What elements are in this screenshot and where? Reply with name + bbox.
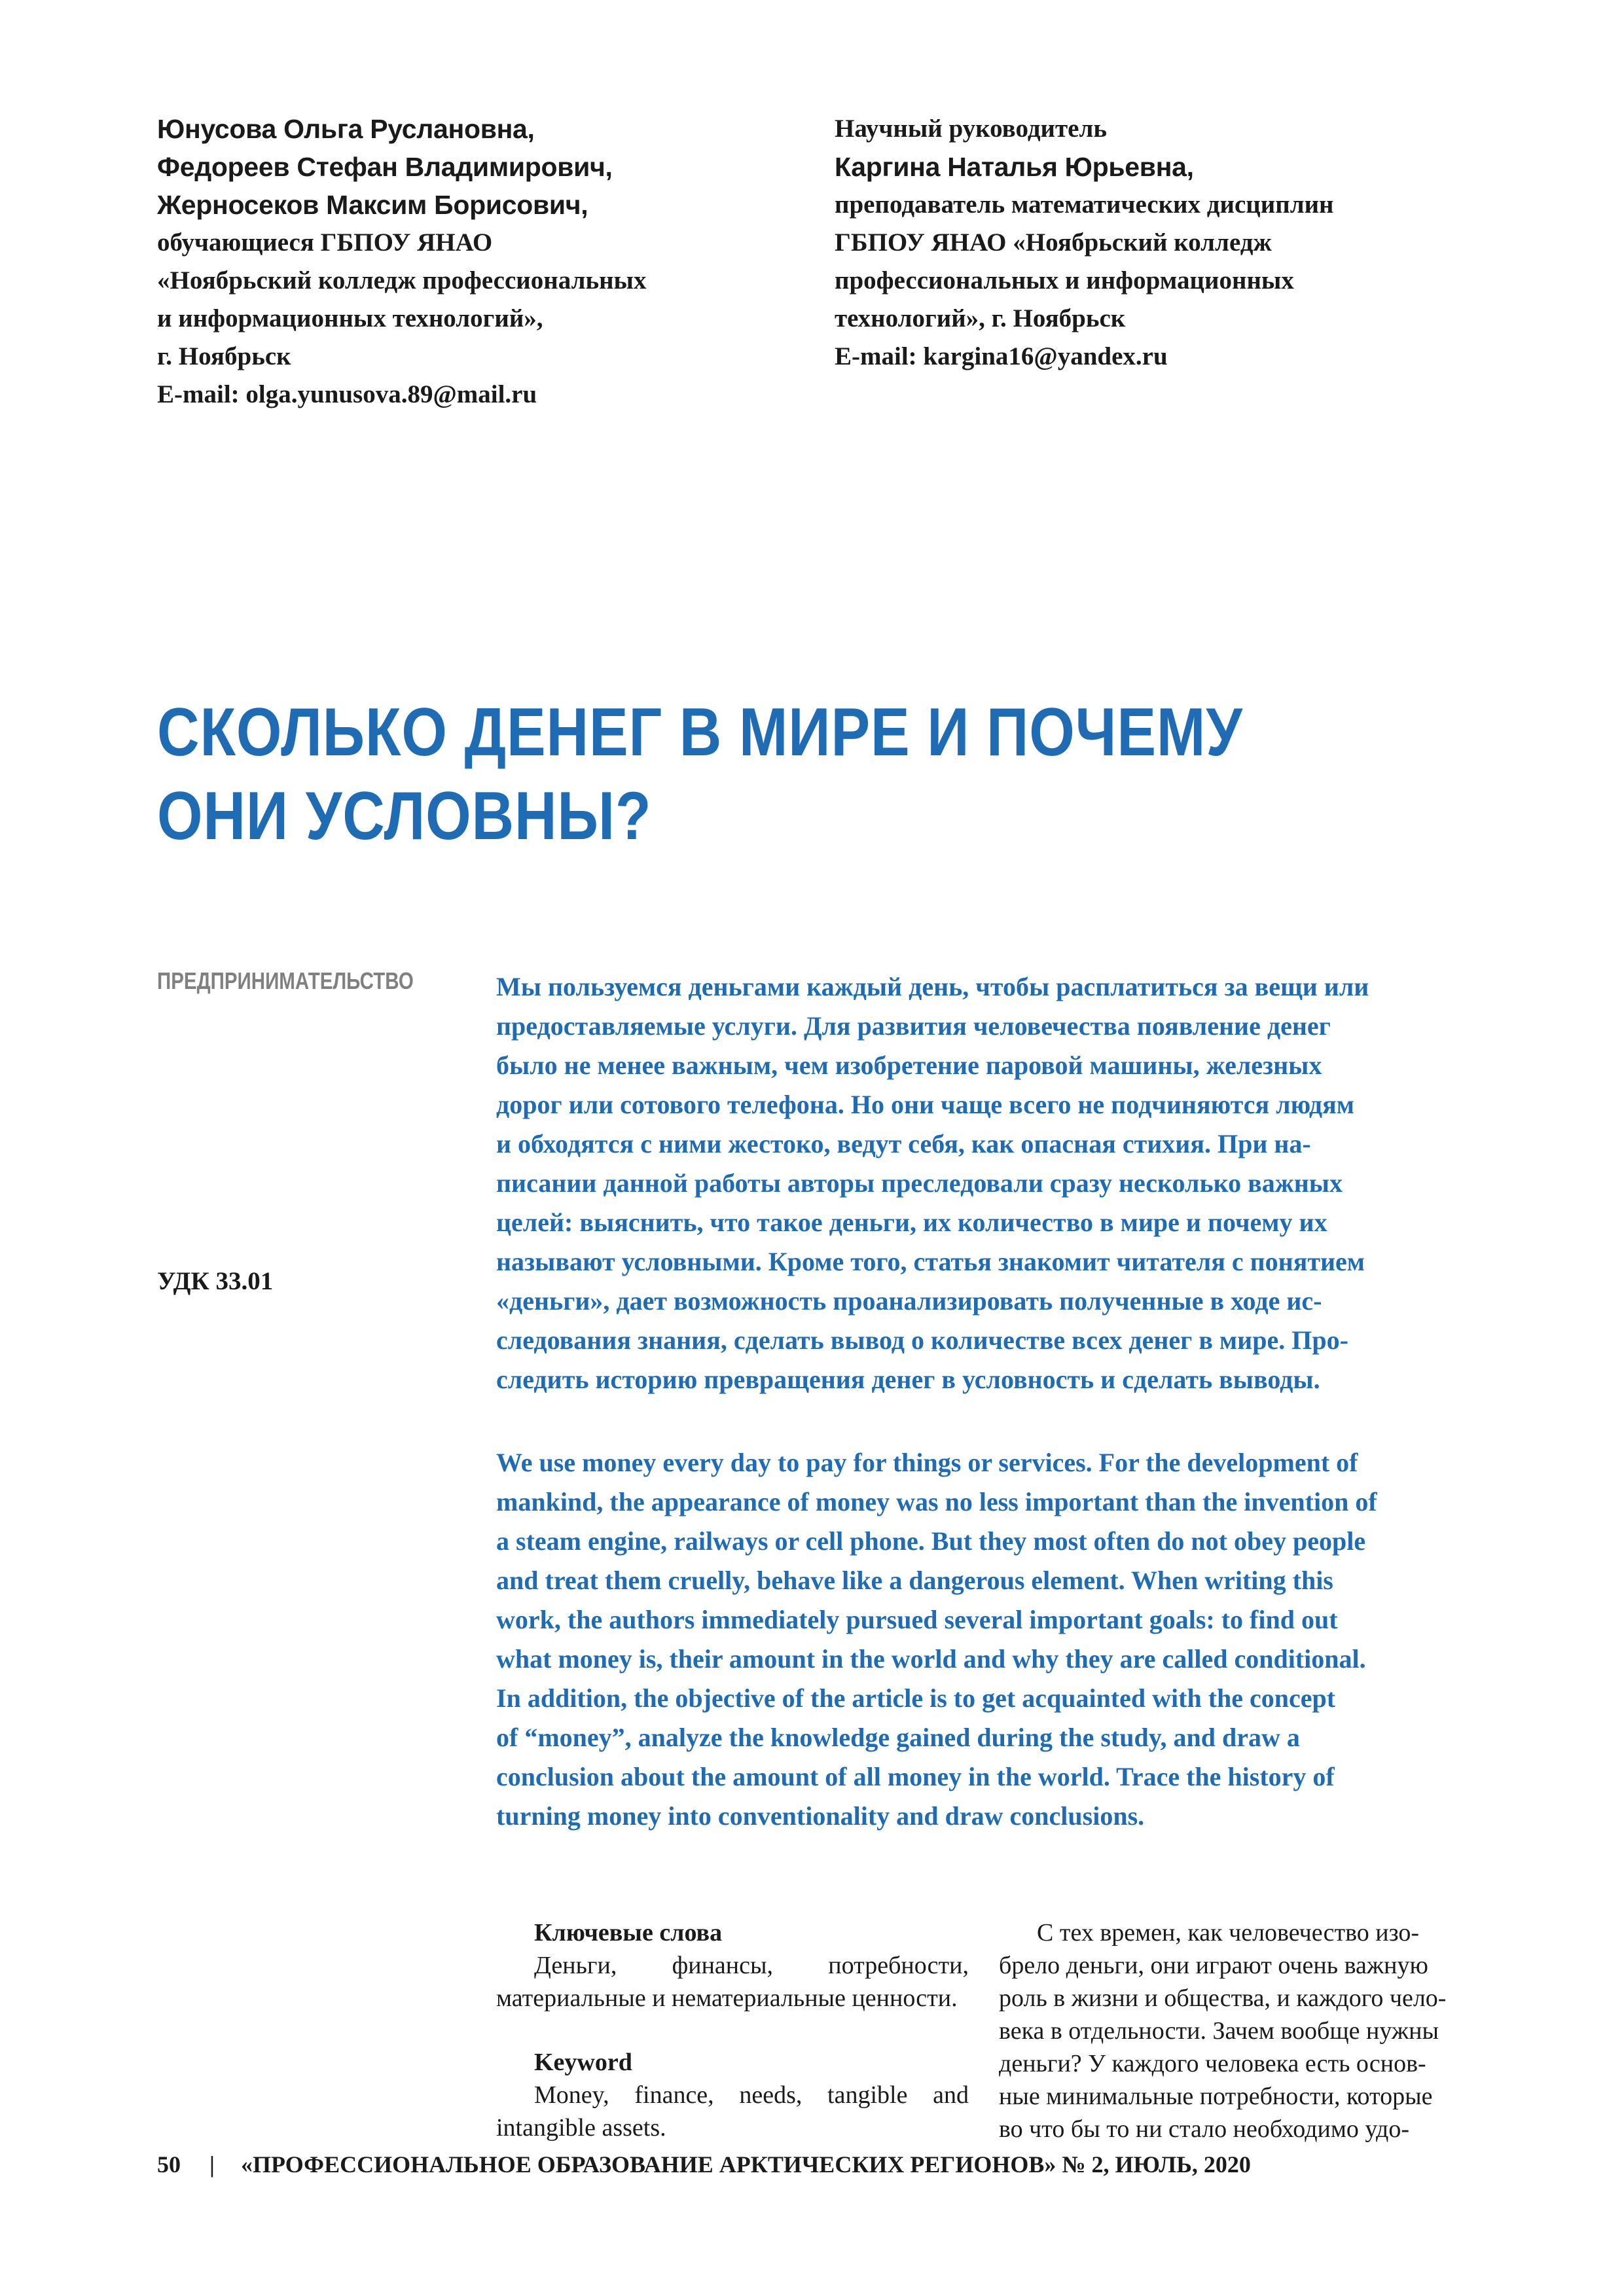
article-title [157, 691, 1311, 858]
body-line: века в отдельности. Зачем вообще нужны [999, 2017, 1439, 2045]
abstract-line: a steam engine, railways or cell phone. But they most often do not obey people [496, 1526, 1366, 1556]
abstract-line: следить историю превращения денег в условность и сделать выводы. [496, 1365, 1320, 1394]
keywords-ru-text: Деньги, финансы, потребности, материальные и нематериальные ценности. [496, 1952, 969, 2012]
advisor-position: технологий», г. Ноябрьск [835, 304, 1126, 332]
body-line: во что бы то ни стало необходимо удо- [999, 2115, 1409, 2143]
abstract-line: писании данной работы авторы преследовали сразу несколько важных [496, 1168, 1343, 1198]
advisor-block [835, 110, 1489, 376]
abstract-line: следования знания, сделать вывод о количестве всех денег в мире. Про- [496, 1325, 1348, 1355]
abstract-line: In addition, the objective of the article is to get acquainted with the concept [496, 1683, 1336, 1713]
keywords-ru-title: Ключевые слова [534, 1919, 723, 1946]
keywords-en-title: Keyword [534, 2049, 632, 2076]
abstract-line: называют условными. Кроме того, статья знакомит читателя с понятием [496, 1247, 1365, 1276]
abstract-line: Мы пользуемся деньгами каждый день, чтобы расплатиться за вещи или [496, 972, 1369, 1001]
abstract-russian [496, 967, 1478, 1399]
abstract-line: предоставляемые услуги. Для развития человечества появление денег [496, 1011, 1331, 1041]
author-affiliation: обучающиеся ГБПОУ ЯНАО [157, 228, 493, 257]
abstract-english [496, 1443, 1478, 1836]
keywords-column [496, 1916, 969, 2144]
body-line: деньги? У каждого человека есть основ- [999, 2050, 1426, 2077]
abstract-line: turning money into conventionality and draw conclusions. [496, 1801, 1145, 1831]
keywords-en-text: Money, finance, needs, tangible and intangible assets. [496, 2081, 969, 2142]
advisor-role: Научный руководитель [835, 115, 1107, 143]
advisor-position: профессиональных и информационных [835, 266, 1294, 295]
rubric-label: ПРЕДПРИНИМАТЕЛЬСТВО [157, 967, 414, 994]
abstract-line: было не менее важным, чем изобретение паровой машины, железных [496, 1050, 1322, 1080]
udk-code: УДК 33.01 [157, 1267, 274, 1295]
abstract-line: дорог или сотового телефона. Но они чаще всего не подчиняются людям [496, 1090, 1355, 1119]
body-line: ные минимальные потребности, которые [999, 2083, 1433, 2110]
body-column [999, 1916, 1481, 2145]
abstract-line: и обходятся с ними жестоко, ведут себя, как опасная стихия. При на- [496, 1129, 1311, 1158]
abstract-line: and treat them cruelly, behave like a dangerous element. When writing this [496, 1566, 1333, 1595]
title-line: СКОЛЬКО ДЕНЕГ В МИРЕ И ПОЧЕМУ [157, 694, 1243, 770]
author-name: Жерносеков Максим Борисович, [157, 190, 588, 220]
abstract-line: mankind, the appearance of money was no less important than the invention of [496, 1487, 1377, 1516]
body-line: брело деньги, они играют очень важную [999, 1952, 1428, 1979]
advisor-position: преподаватель математических дисциплин [835, 190, 1334, 219]
page-footer [157, 2151, 1251, 2178]
abstract-line: conclusion about the amount of all money in the world. Trace the history of [496, 1762, 1335, 1791]
title-line: ОНИ УСЛОВНЫ? [157, 778, 652, 854]
abstract-line: «деньги», дает возможность проанализировать полученные в ходе ис- [496, 1286, 1322, 1316]
abstract-line: what money is, their amount in the world and why they are called conditional. [496, 1644, 1366, 1674]
abstract-line: of “money”, analyze the knowledge gained during the study, and draw a [496, 1723, 1300, 1752]
abstract-line: work, the authors immediately pursued several important goals: to find out [496, 1605, 1338, 1634]
advisor-position: ГБПОУ ЯНАО «Ноябрьский колледж [835, 228, 1272, 257]
author-email: E-mail: olga.yunusova.89@mail.ru [157, 380, 537, 408]
author-names [157, 110, 746, 224]
author-name: Федореев Стефан Владимирович, [157, 152, 613, 182]
advisor-name: Каргина Наталья Юрьевна, [835, 152, 1194, 182]
authors-block [157, 110, 746, 414]
body-line: С тех времен, как человечество изо- [1037, 1919, 1420, 1946]
author-affiliation: г. Ноябрьск [157, 342, 291, 370]
page-number: 50 [157, 2151, 181, 2178]
author-affiliation: «Ноябрьский колледж профессиональных [157, 266, 647, 295]
body-line: роль в жизни и общества, и каждого чело- [999, 1984, 1447, 2012]
advisor-email: E-mail: kargina16@yandex.ru [835, 342, 1168, 370]
abstract-line: We use money every day to pay for things or services. For the development of [496, 1448, 1358, 1477]
author-affiliation: и информационных технологий», [157, 304, 543, 332]
footer-separator: | [209, 2151, 215, 2178]
journal-name: «ПРОФЕССИОНАЛЬНОЕ ОБРАЗОВАНИЕ АРКТИЧЕСКИХ РЕГИОНОВ» № 2, ИЮЛЬ, 2020 [240, 2151, 1251, 2178]
abstract-line: целей: выяснить, что такое деньги, их количество в мире и почему их [496, 1208, 1327, 1237]
author-name: Юнусова Ольга Руслановна, [157, 114, 535, 144]
